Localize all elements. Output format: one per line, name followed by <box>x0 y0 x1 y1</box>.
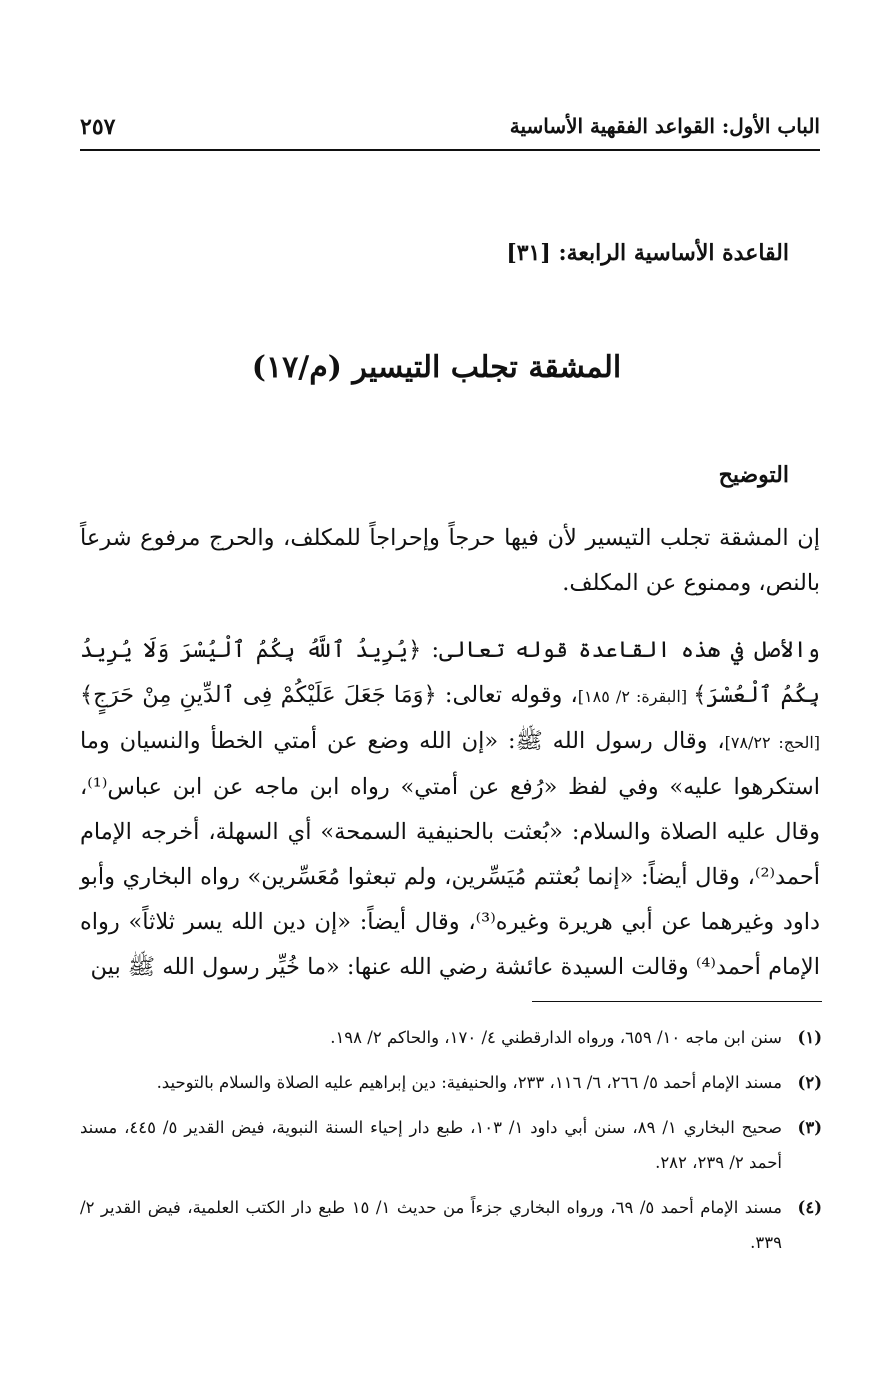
footnotes <box>80 1020 822 1270</box>
chapter-title: الباب الأول: القواعد الفقهية الأساسية <box>509 114 820 138</box>
section-label: القاعدة الأساسية الرابعة: [٣١] <box>506 240 789 266</box>
verse-2-reference: [الحج: ٧٨/٢٢] <box>724 733 821 752</box>
quran-verse-2: ﴿وَمَا جَعَلَ عَلَيْكُمْ فِى ٱلدِّينِ مِنْ حَرَجٍ﴾ <box>80 682 437 708</box>
explanation-heading: التوضيح <box>718 462 789 488</box>
footnote-item <box>80 1190 822 1260</box>
paragraph-2-text <box>80 628 820 990</box>
footnote-item <box>80 1110 822 1180</box>
verse-1-reference: [البقرة: ٢/ ١٨٥] <box>577 687 694 706</box>
quran-verse-1: ﴿يُرِيدُ ٱللَّهُ بِكُمُ ٱلْيُسْرَ وَلَا يُرِيدُ بِكُمُ ٱلْعُسْرَ﴾ <box>80 637 820 708</box>
footnote-text: مسند الإمام أحمد ٥/ ٢٦٦، ٦/ ١١٦، ٢٣٣، والحنيفية: دين إبراهيم عليه الصلاة والسلام بالتوحيد. <box>156 1073 782 1092</box>
footnote-item <box>80 1065 822 1100</box>
footnote-number: (٢) <box>797 1073 822 1092</box>
footnote-text: صحيح البخاري ١/ ٨٩، سنن أبي داود ١/ ١٠٣، طبع دار إحياء السنة النبوية، فيض القدير ٥/ ٤٤٥، مسند أحمد ٢/ ٢٣٩، ٢٨٢. <box>80 1118 782 1172</box>
paragraph-1 <box>80 516 820 606</box>
paragraph-1-text: إن المشقة تجلب التيسير لأن فيها حرجاً وإحراجاً للمكلف، والحرج مرفوع شرعاً بالنص، وممنوع عن المكلف. <box>80 525 820 596</box>
footnote-item <box>80 1020 822 1055</box>
running-header <box>80 108 820 148</box>
paragraph-2-rest: ، وقال رسول الله ﷺ: «إن الله وضع عن أمتي الخطأ والنسيان وما استكرهوا عليه» وفي لفظ «رُفع عن أمتي» رواه ابن ماجه عن ابن عباس⁽¹⁾، وقال عليه الصلاة والسلام: «بُعثت بالحنيفية السمحة» أي السهلة، أخرجه الإمام أحمد⁽²⁾، وقال أيضاً: «إنما بُعثتم مُيَسِّرين، ولم تبعثوا مُعَسِّرين» رواه البخاري وأبو داود وغيرهما عن أبي هريرة وغيره⁽³⁾، وقال أيضاً: «إن دين الله يسر ثلاثاً» رواه الإمام أحمد⁽⁴⁾ وقالت السيدة عائشة رضي الله عنها: «ما خُيِّر رسول الله ﷺ بين <box>80 728 821 980</box>
footnote-number: (١) <box>797 1028 822 1047</box>
footnote-number: (٤) <box>797 1198 822 1217</box>
footnote-number: (٣) <box>797 1118 822 1137</box>
paragraph-2 <box>80 628 820 990</box>
footnote-text: مسند الإمام أحمد ٥/ ٦٩، ورواه البخاري جزءاً من حديث ١/ ١٥ طبع دار الكتب العلمية، فيض القدير ٢/ ٣٣٩. <box>80 1198 783 1252</box>
page-number: ٢٥٧ <box>80 114 116 140</box>
rule-title: المشقة تجلب التيسير (م/١٧) <box>251 350 622 385</box>
header-divider <box>80 149 820 151</box>
paragraph-2-mid: ، وقوله تعالى: <box>436 682 578 708</box>
footnote-divider <box>532 1001 822 1002</box>
footnote-text: سنن ابن ماجه ١٠/ ٦٥٩، ورواه الدارقطني ٤/ ١٧٠، والحاكم ٢/ ١٩٨. <box>330 1028 782 1047</box>
paragraph-2-intro: والأصل في هذه القاعدة قوله تعالى: <box>421 637 820 663</box>
